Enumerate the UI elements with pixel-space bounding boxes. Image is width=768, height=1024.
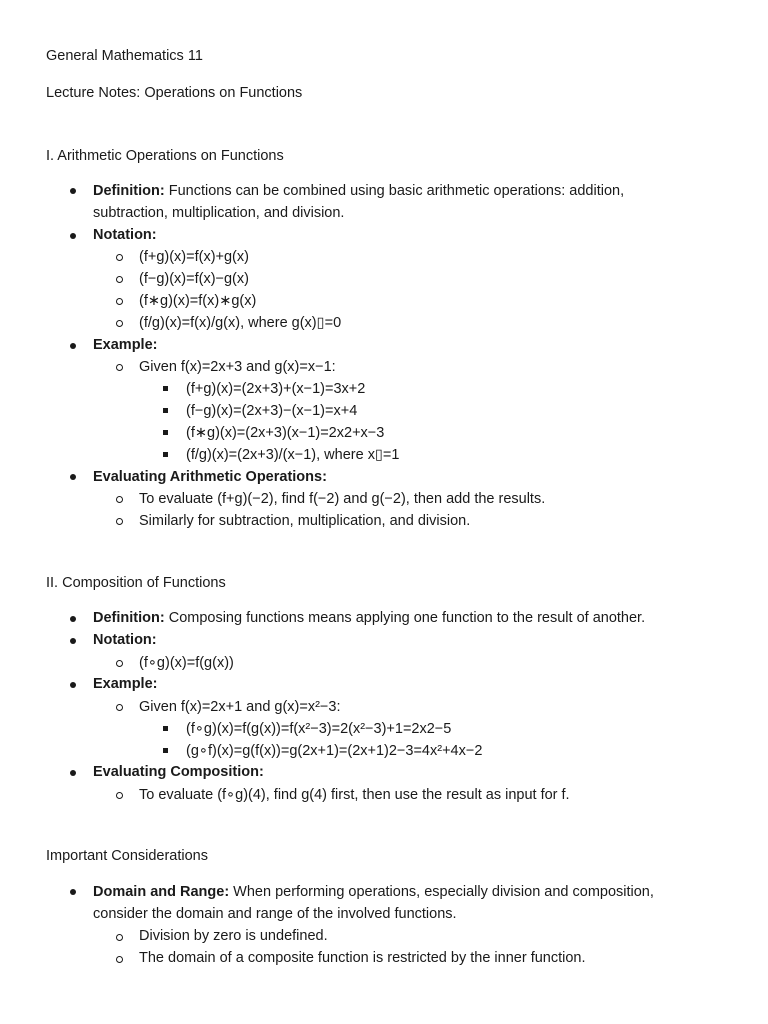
bullet-disc — [70, 233, 76, 239]
s1-evaluating-item: Similarly for subtraction, multiplication, and division. — [139, 513, 471, 529]
s2-definition-label: Definition: — [93, 610, 165, 626]
bullet-disc — [70, 343, 76, 349]
s2-example-label-text: Example: — [93, 676, 158, 692]
bullet-circle — [116, 704, 123, 711]
bullet-disc — [70, 770, 76, 776]
bullet-disc — [70, 682, 76, 688]
bullet-circle — [116, 276, 123, 283]
s3-domain-item: Division by zero is undefined. — [139, 928, 328, 944]
s1-evaluating-item: To evaluate (f+g)(−2), find f(−2) and g(−2), then add the results. — [139, 491, 546, 507]
s1-notation-label-text: Notation: — [93, 227, 157, 243]
s1-example-item: (f−g)(x)=(2x+3)−(x−1)=x+4 — [186, 403, 358, 419]
bullet-disc — [70, 188, 76, 194]
s2-notation-label — [93, 630, 157, 650]
s2-example-item: (g∘f)(x)=g(f(x))=g(2x+1)=(2x+1)2−3=4x²+4x−2 — [186, 743, 483, 759]
section-2-heading: II. Composition of Functions — [46, 575, 226, 591]
bullet-circle — [116, 792, 123, 799]
bullet-circle — [116, 364, 123, 371]
bullet-disc — [70, 889, 76, 895]
s1-example-given: Given f(x)=2x+3 and g(x)=x−1: — [139, 359, 336, 375]
lecture-subtitle: Lecture Notes: Operations on Functions — [46, 85, 303, 101]
bullet-square — [163, 726, 168, 731]
bullet-circle — [116, 956, 123, 963]
bullet-circle — [116, 660, 123, 667]
s2-evaluating-item: To evaluate (f∘g)(4), find g(4) first, then use the result as input for f. — [139, 787, 570, 803]
s1-definition-text: Functions can be combined using basic arithmetic operations: addition, — [164, 183, 625, 199]
bullet-circle — [116, 518, 123, 525]
bullet-circle — [116, 496, 123, 503]
bullet-disc — [70, 616, 76, 622]
s2-example-given: Given f(x)=2x+1 and g(x)=x²−3: — [139, 699, 341, 715]
s3-domain — [93, 882, 654, 902]
s3-domain-label: Domain and Range: — [93, 884, 230, 900]
bullet-disc — [70, 474, 76, 480]
bullet-circle — [116, 254, 123, 261]
s3-domain-cont: consider the domain and range of the involved functions. — [93, 906, 457, 922]
section-1-heading: I. Arithmetic Operations on Functions — [46, 148, 284, 164]
bullet-square — [163, 748, 168, 753]
s1-notation-item: (f∗g)(x)=f(x)∗g(x) — [139, 293, 257, 309]
s2-evaluating-label-text: Evaluating Composition: — [93, 764, 264, 780]
s2-example-label — [93, 674, 157, 694]
s2-example-item: (f∘g)(x)=f(g(x))=f(x²−3)=2(x²−3)+1=2x2−5 — [186, 721, 452, 737]
s1-example-label — [93, 335, 157, 355]
bullet-circle — [116, 934, 123, 941]
bullet-circle — [116, 298, 123, 305]
s2-evaluating-label — [93, 762, 264, 782]
s1-example-item: (f/g)(x)=(2x+3)/(x−1), where x▯=1 — [186, 447, 400, 463]
s2-definition-text: Composing functions means applying one function to the result of another. — [164, 610, 646, 626]
bullet-square — [163, 386, 168, 391]
s2-notation-item: (f∘g)(x)=f(g(x)) — [139, 655, 234, 671]
s1-example-item: (f∗g)(x)=(2x+3)(x−1)=2x2+x−3 — [186, 425, 385, 441]
bullet-circle — [116, 320, 123, 327]
s1-notation-item: (f+g)(x)=f(x)+g(x) — [139, 249, 249, 265]
course-title: General Mathematics 11 — [46, 48, 203, 64]
s3-domain-item: The domain of a composite function is restricted by the inner function. — [139, 950, 586, 966]
s1-example-item: (f+g)(x)=(2x+3)+(x−1)=3x+2 — [186, 381, 366, 397]
s1-definition-label: Definition: — [93, 183, 165, 199]
bullet-square — [163, 408, 168, 413]
bullet-square — [163, 430, 168, 435]
s1-evaluating-label-text: Evaluating Arithmetic Operations: — [93, 469, 327, 485]
section-3-heading: Important Considerations — [46, 848, 208, 864]
s1-definition — [93, 181, 624, 201]
s1-evaluating-label — [93, 467, 327, 487]
s3-domain-text: When performing operations, especially division and composition, — [229, 884, 654, 900]
s1-notation-label — [93, 225, 157, 245]
s1-example-label-text: Example: — [93, 337, 158, 353]
s1-notation-item: (f−g)(x)=f(x)−g(x) — [139, 271, 249, 287]
s1-notation-item: (f/g)(x)=f(x)/g(x), where g(x)▯=0 — [139, 315, 342, 331]
s2-definition — [93, 608, 645, 628]
bullet-square — [163, 452, 168, 457]
s2-notation-label-text: Notation: — [93, 632, 157, 648]
s1-definition-cont: subtraction, multiplication, and division. — [93, 205, 345, 221]
bullet-disc — [70, 638, 76, 644]
